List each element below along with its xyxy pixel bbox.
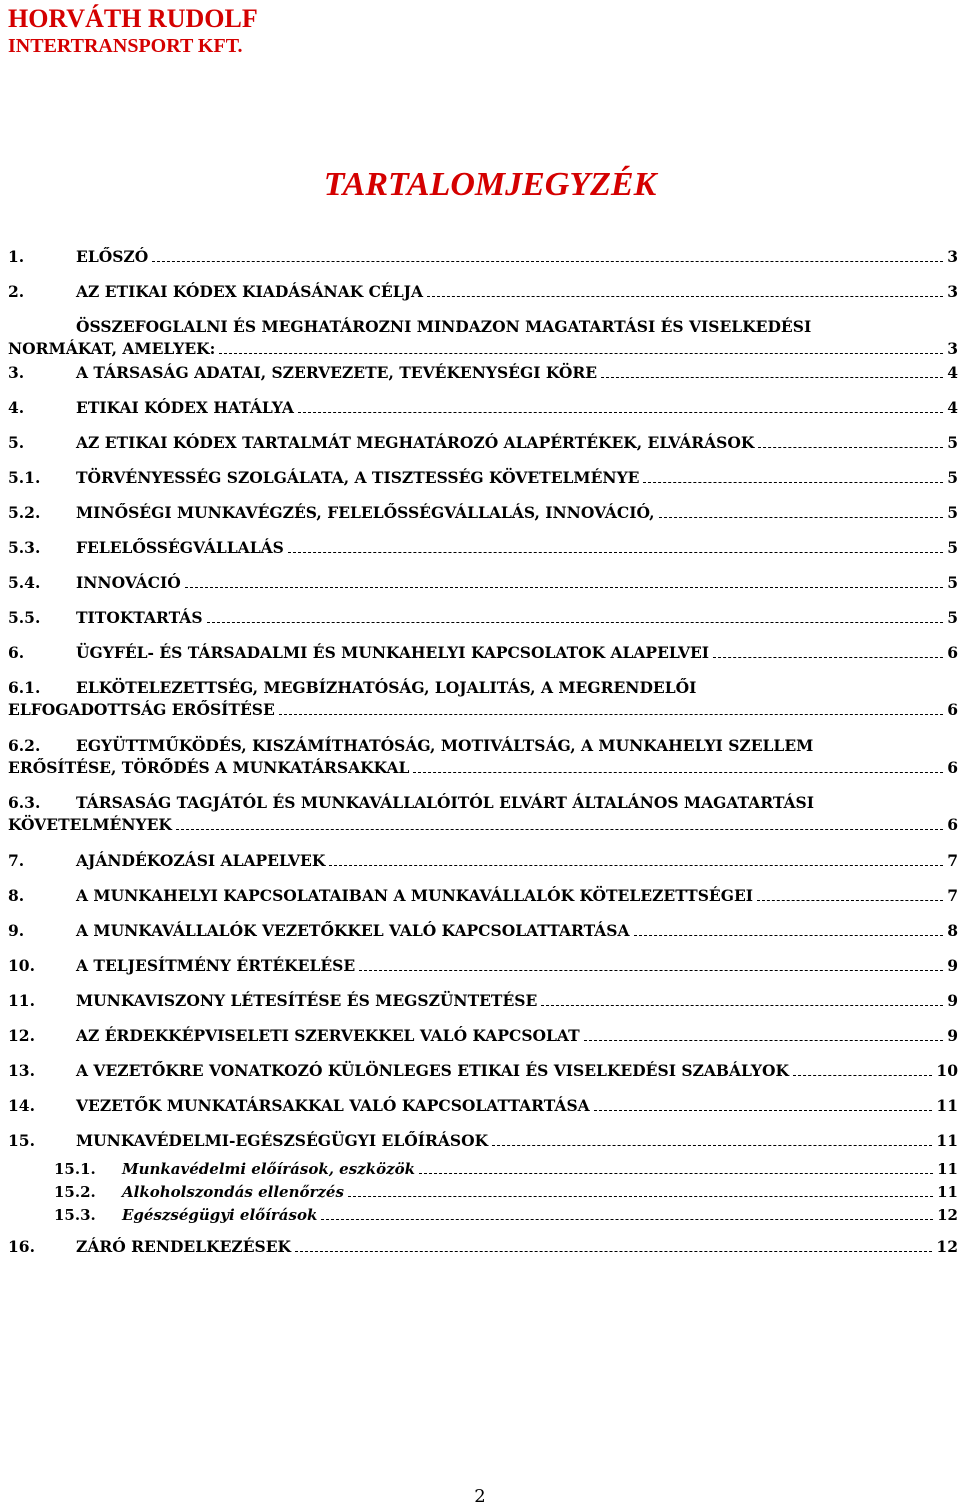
toc-leader: [601, 377, 943, 378]
toc-entry[interactable]: [8, 955, 958, 977]
toc-page-number: 5: [947, 538, 958, 557]
toc-entry[interactable]: [8, 1130, 958, 1152]
toc-text: AZ ÉRDEKKÉPVISELETI SZERVEKKEL VALÓ KAPCSOLAT: [76, 1026, 580, 1045]
toc-leader: [329, 865, 943, 866]
toc-page-number: 10: [936, 1061, 958, 1080]
toc-entry[interactable]: [8, 1181, 958, 1203]
toc-entry[interactable]: [8, 607, 958, 629]
toc-entry[interactable]: [8, 537, 958, 559]
toc-leader: [298, 412, 943, 413]
toc-number: 11.: [8, 991, 35, 1010]
toc-leader: [594, 1110, 933, 1111]
toc-page-number: 3: [947, 247, 958, 266]
toc-leader: [757, 900, 943, 901]
toc-number: 7.: [8, 851, 25, 870]
toc-page-number: 6: [947, 815, 958, 834]
toc-entry[interactable]: [8, 572, 958, 594]
toc-entry[interactable]: [8, 735, 958, 779]
toc-line: [8, 362, 958, 384]
toc-text: Alkoholszondás ellenőrzés: [122, 1183, 344, 1201]
toc-entry[interactable]: [8, 850, 958, 872]
toc-leader: [219, 353, 943, 354]
toc-line: [8, 316, 958, 338]
toc-leader: [185, 587, 943, 588]
toc-entry[interactable]: [8, 990, 958, 1012]
toc-number: 8.: [8, 886, 25, 905]
toc-page-number: 6: [947, 643, 958, 662]
toc-leader: [659, 517, 944, 518]
toc-number: 6.1.: [8, 678, 41, 697]
company-subtitle: INTERTRANSPORT KFT.: [8, 35, 243, 57]
toc-text: NORMÁKAT, AMELYEK:: [8, 339, 216, 358]
toc-number: 15.3.: [54, 1206, 96, 1224]
toc-line: [8, 757, 958, 779]
toc-page-number: 3: [947, 339, 958, 358]
toc-page-number: 5: [947, 608, 958, 627]
toc-leader: [419, 1173, 933, 1174]
toc-leader: [413, 772, 943, 773]
toc-line: [8, 699, 958, 721]
toc-text: A VEZETŐKRE VONATKOZÓ KÜLÖNLEGES ETIKAI ÉS VISELKEDÉSI SZABÁLYOK: [76, 1061, 789, 1080]
toc-leader: [152, 261, 943, 262]
toc-text: AZ ETIKAI KÓDEX TARTALMÁT MEGHATÁROZÓ ALAPÉRTÉKEK, ELVÁRÁSOK: [76, 433, 755, 452]
toc-text: A MUNKAVÁLLALÓK VEZETŐKKEL VALÓ KAPCSOLATTARTÁSA: [76, 921, 630, 940]
toc-line: [8, 677, 958, 699]
toc-line: [8, 642, 958, 664]
toc-number: 15.1.: [54, 1160, 96, 1178]
toc-text: KÖVETELMÉNYEK: [8, 815, 172, 834]
toc-leader: [359, 970, 943, 971]
toc-text: FELELŐSSÉGVÁLLALÁS: [76, 538, 284, 557]
toc-page-number: 11: [937, 1160, 958, 1178]
toc-leader: [176, 829, 943, 830]
toc-line: [8, 1130, 958, 1152]
toc-page-number: 5: [947, 573, 958, 592]
toc-page-number: 11: [937, 1183, 958, 1201]
toc-number: 6.: [8, 643, 25, 662]
toc-number: 5.2.: [8, 503, 41, 522]
toc-leader: [584, 1040, 944, 1041]
toc-line: [8, 1236, 958, 1258]
toc-number: 5.4.: [8, 573, 41, 592]
toc-leader: [541, 1005, 943, 1006]
toc-number: 12.: [8, 1026, 35, 1045]
toc-text: ETIKAI KÓDEX HATÁLYA: [76, 398, 294, 417]
toc-number: 5.3.: [8, 538, 41, 557]
toc-line: [8, 572, 958, 594]
toc-line: [8, 467, 958, 489]
toc-entry[interactable]: [8, 920, 958, 942]
toc-number: 5.1.: [8, 468, 41, 487]
toc-page-number: 4: [947, 398, 958, 417]
toc-line: [8, 885, 958, 907]
toc-entry[interactable]: [8, 281, 958, 303]
toc-number: 14.: [8, 1096, 35, 1115]
toc-line: [8, 920, 958, 942]
toc-number: 16.: [8, 1237, 35, 1256]
toc-line: [8, 397, 958, 419]
toc-entry[interactable]: [8, 362, 958, 384]
toc-number: 3.: [8, 363, 25, 382]
toc-page-number: 8: [947, 921, 958, 940]
toc-leader: [643, 482, 943, 483]
toc-line: [8, 1181, 958, 1203]
toc-leader: [288, 552, 943, 553]
toc-line: [8, 850, 958, 872]
toc-text: TÁRSASÁG TAGJÁTÓL ÉS MUNKAVÁLLALÓITÓL ELVÁRT ÁLTALÁNOS MAGATARTÁSI: [76, 793, 814, 812]
toc-text: TÖRVÉNYESSÉG SZOLGÁLATA, A TISZTESSÉG KÖVETELMÉNYE: [76, 468, 640, 487]
toc-entry[interactable]: [8, 397, 958, 419]
toc-number: 10.: [8, 956, 35, 975]
toc-text: Egészségügyi előírások: [122, 1206, 318, 1224]
toc-line: [8, 1025, 958, 1047]
toc-text: EGYÜTTMŰKÖDÉS, KISZÁMÍTHATÓSÁG, MOTIVÁLTSÁG, A MUNKAHELYI SZELLEM: [76, 736, 814, 755]
toc-line: [8, 792, 958, 814]
toc-entry[interactable]: [8, 792, 958, 836]
toc-leader: [348, 1196, 933, 1197]
toc-line: [8, 1095, 958, 1117]
toc-entry[interactable]: [8, 642, 958, 664]
toc-entry[interactable]: [8, 246, 958, 268]
toc-leader: [492, 1145, 932, 1146]
toc-page-number: 9: [947, 991, 958, 1010]
toc-page-number: 5: [947, 433, 958, 452]
toc-page-number: 6: [947, 758, 958, 777]
toc-number: 5.5.: [8, 608, 41, 627]
toc-page-number: 9: [947, 1026, 958, 1045]
toc-line: [8, 607, 958, 629]
toc-number: 5.: [8, 433, 25, 452]
toc-text: ÖSSZEFOGLALNI ÉS MEGHATÁROZNI MINDAZON MAGATARTÁSI ÉS VISELKEDÉSI: [76, 317, 812, 336]
toc-text: A TELJESÍTMÉNY ÉRTÉKELÉSE: [76, 956, 356, 975]
toc-line: [8, 990, 958, 1012]
toc-text: MUNKAVÉDELMI-EGÉSZSÉGÜGYI ELŐÍRÁSOK: [76, 1131, 489, 1150]
toc-leader: [321, 1219, 933, 1220]
toc-text: A MUNKAHELYI KAPCSOLATAIBAN A MUNKAVÁLLALÓK KÖTELEZETTSÉGEI: [76, 886, 754, 905]
toc-page-number: 4: [947, 363, 958, 382]
toc-entry[interactable]: [8, 1204, 958, 1226]
page-title: TARTALOMJEGYZÉK: [323, 166, 657, 203]
toc-text: ÜGYFÉL- ÉS TÁRSADALMI ÉS MUNKAHELYI KAPCSOLATOK ALAPELVEI: [76, 643, 710, 662]
toc-line: [8, 1204, 958, 1226]
toc-page-number: 5: [947, 468, 958, 487]
toc-line: [8, 281, 958, 303]
toc-text: A TÁRSASÁG ADATAI, SZERVEZETE, TEVÉKENYSÉGI KÖRE: [76, 363, 598, 382]
toc-entry[interactable]: [8, 885, 958, 907]
toc-entry[interactable]: [8, 677, 958, 721]
toc-text: ZÁRÓ RENDELKEZÉSEK: [76, 1237, 292, 1256]
toc-page-number: 5: [947, 503, 958, 522]
page-number: 2: [474, 1486, 486, 1507]
toc-number: 13.: [8, 1061, 35, 1080]
company-header: [8, 4, 258, 58]
toc-text: TITOKTARTÁS: [76, 608, 203, 627]
toc-entry[interactable]: [8, 1236, 958, 1258]
toc-leader: [295, 1251, 932, 1252]
toc-entry[interactable]: [8, 467, 958, 489]
toc-line: [8, 246, 958, 268]
toc-page-number: 7: [947, 886, 958, 905]
toc-line: [8, 338, 958, 360]
toc-page-number: 12: [936, 1237, 958, 1256]
toc-page-number: 11: [936, 1096, 958, 1115]
toc-text: MINŐSÉGI MUNKAVÉGZÉS, FELELŐSSÉGVÁLLALÁS, INNOVÁCIÓ,: [76, 503, 655, 522]
toc-number: 15.: [8, 1131, 35, 1150]
toc-page-number: 7: [947, 851, 958, 870]
toc-text: ERŐSÍTÉSE, TÖRŐDÉS A MUNKATÁRSAKKAL: [8, 758, 410, 777]
toc-line: [8, 955, 958, 977]
toc-text: ELFOGADOTTSÁG ERŐSÍTÉSE: [8, 700, 275, 719]
toc-line: [8, 814, 958, 836]
toc-text: ELŐSZÓ: [76, 247, 149, 266]
toc-leader: [207, 622, 944, 623]
toc-line: [8, 502, 958, 524]
toc-leader: [713, 657, 943, 658]
toc-number: 1.: [8, 247, 25, 266]
toc-entry[interactable]: [8, 1158, 958, 1180]
toc-text: ELKÖTELEZETTSÉG, MEGBÍZHATÓSÁG, LOJALITÁS, A MEGRENDELŐI: [76, 678, 697, 697]
toc-leader: [758, 447, 943, 448]
toc-page-number: 12: [937, 1206, 958, 1224]
toc-entry[interactable]: [8, 316, 958, 360]
toc-line: [8, 735, 958, 757]
toc-number: 2.: [8, 282, 25, 301]
toc-leader: [634, 935, 944, 936]
toc-text: Munkavédelmi előírások, eszközök: [122, 1160, 415, 1178]
toc-text: INNOVÁCIÓ: [76, 573, 181, 592]
toc-entry[interactable]: [8, 502, 958, 524]
toc-page-number: 9: [947, 956, 958, 975]
toc-number: 9.: [8, 921, 25, 940]
toc-page-number: 3: [947, 282, 958, 301]
toc-entry[interactable]: [8, 1095, 958, 1117]
toc-text: AZ ETIKAI KÓDEX KIADÁSÁNAK CÉLJA: [76, 282, 423, 301]
toc-leader: [793, 1075, 932, 1076]
toc-text: MUNKAVISZONY LÉTESÍTÉSE ÉS MEGSZÜNTETÉSE: [76, 991, 538, 1010]
toc-page-number: 11: [936, 1131, 958, 1150]
toc-line: [8, 1158, 958, 1180]
toc-entry[interactable]: [8, 1060, 958, 1082]
toc-text: AJÁNDÉKOZÁSI ALAPELVEK: [76, 851, 326, 870]
toc-entry[interactable]: [8, 1025, 958, 1047]
toc-leader: [279, 714, 943, 715]
toc-leader: [427, 296, 943, 297]
toc-line: [8, 1060, 958, 1082]
toc-page-number: 6: [947, 700, 958, 719]
toc-line: [8, 432, 958, 454]
toc-number: 6.2.: [8, 736, 41, 755]
toc-line: [8, 537, 958, 559]
toc-text: VEZETŐK MUNKATÁRSAKKAL VALÓ KAPCSOLATTARTÁSA: [76, 1096, 590, 1115]
company-name: HORVÁTH RUDOLF: [8, 4, 258, 33]
toc-number: 6.3.: [8, 793, 41, 812]
toc-number: 15.2.: [54, 1183, 96, 1201]
toc-entry[interactable]: [8, 432, 958, 454]
toc-number: 4.: [8, 398, 25, 417]
